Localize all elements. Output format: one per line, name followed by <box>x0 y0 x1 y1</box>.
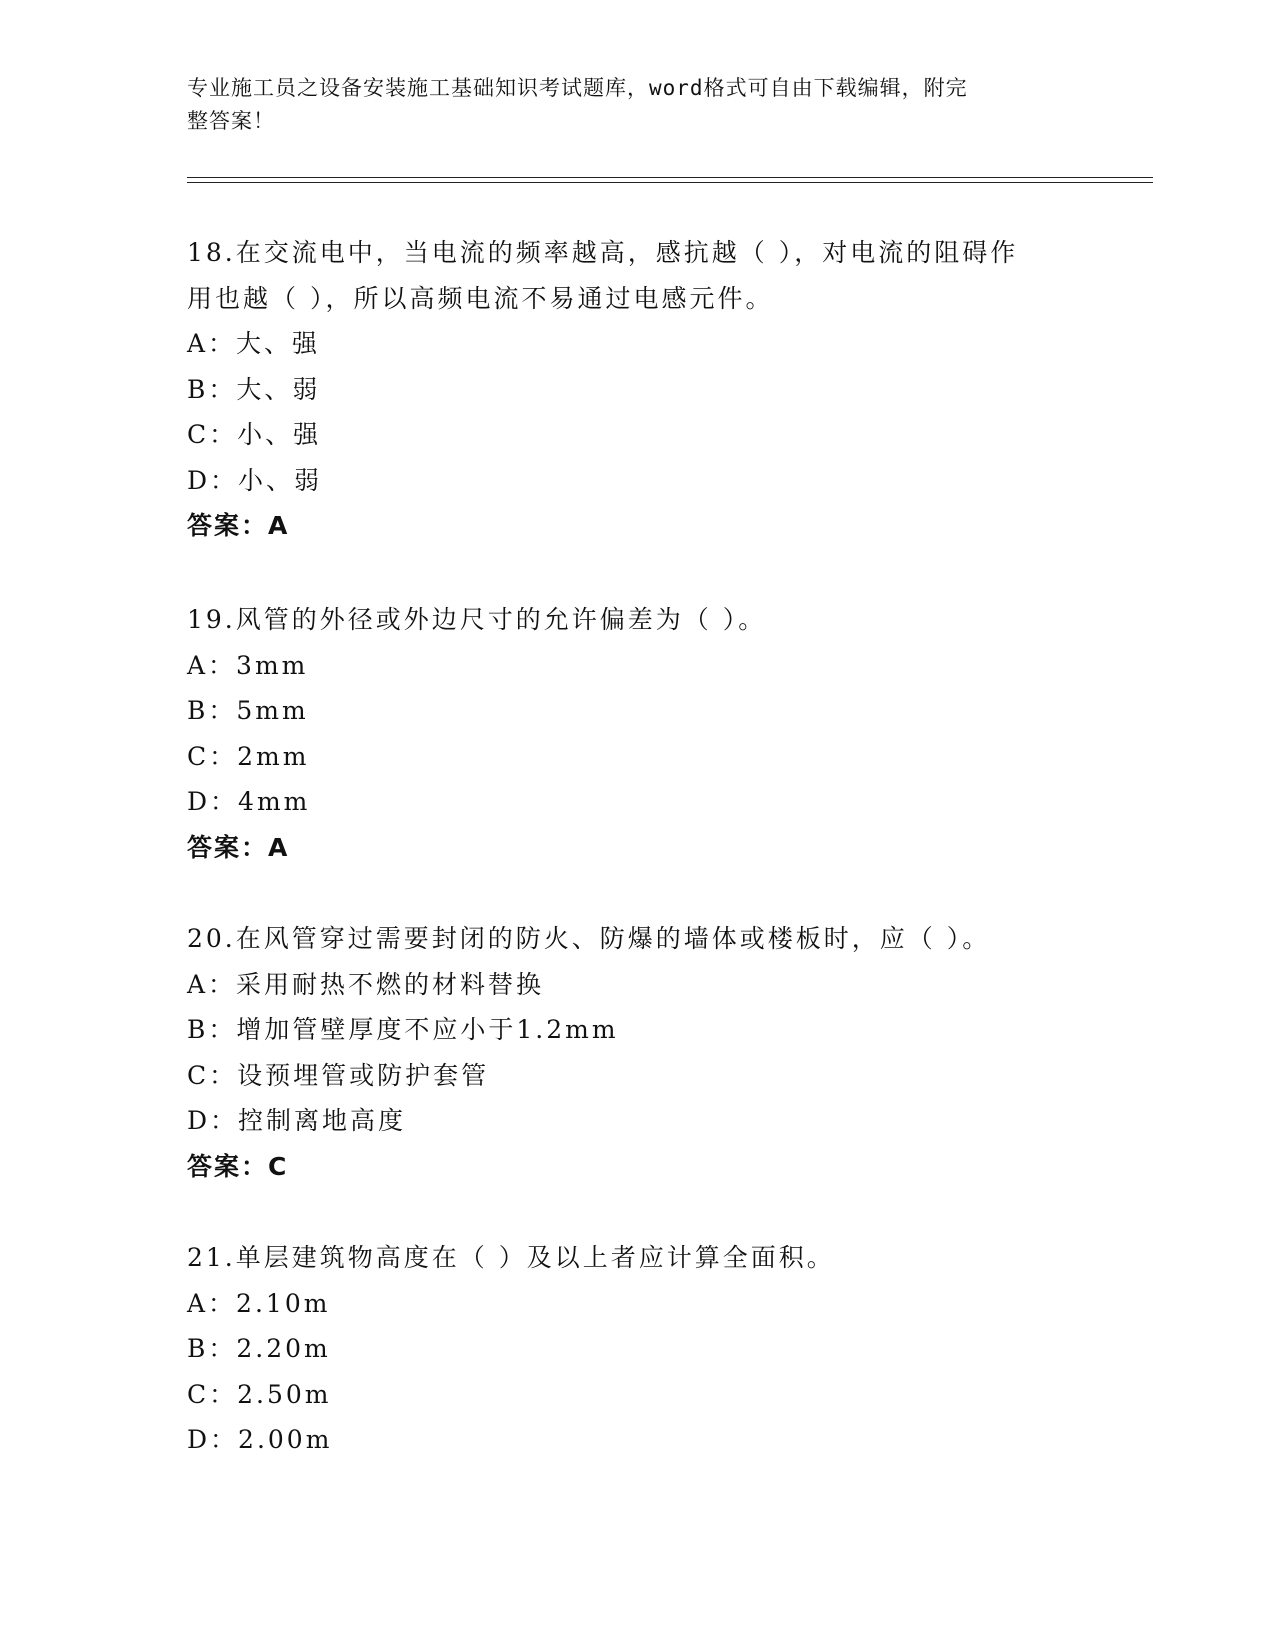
document-header <box>187 72 1067 138</box>
option-a: A：大、强 <box>187 329 321 358</box>
option-a: A：2.10m <box>187 1288 331 1318</box>
answer: 答案：A <box>187 832 290 862</box>
question-19 <box>187 597 1087 870</box>
option-c: C：小、强 <box>187 420 322 449</box>
option-b: B：2.20m <box>187 1334 331 1363</box>
answer: 答案：C <box>187 1151 289 1181</box>
header-divider-top <box>187 177 1153 178</box>
question-18 <box>187 230 1087 549</box>
header-line-1: 专业施工员之设备安装施工基础知识考试题库，word格式可自由下载编辑，附完 <box>187 76 968 100</box>
header-line-2: 整答案！ <box>187 109 275 133</box>
question-stem: 21.单层建筑物高度在（ ）及以上者应计算全面积。 <box>187 1243 835 1272</box>
option-d: D：小、弱 <box>187 465 323 495</box>
option-b: B：大、弱 <box>187 374 321 404</box>
option-d: D：控制离地高度 <box>187 1106 407 1135</box>
question-stem: 用也越（ ），所以高频电流不易通过电感元件。 <box>187 283 774 313</box>
option-c: C：2mm <box>187 741 310 771</box>
header-divider-bottom <box>187 182 1153 183</box>
option-a: A：采用耐热不燃的材料替换 <box>187 969 545 999</box>
option-c: C：2.50m <box>187 1379 332 1409</box>
option-a: A：3mm <box>187 650 309 680</box>
question-20 <box>187 916 1087 1189</box>
question-stem: 19.风管的外径或外边尺寸的允许偏差为（ ）。 <box>187 605 767 634</box>
option-b: B：5mm <box>187 696 309 725</box>
question-stem: 18.在交流电中，当电流的频率越高，感抗越（ ），对电流的阻碍作 <box>187 238 1019 267</box>
option-b: B：增加管壁厚度不应小于1.2mm <box>187 1015 619 1044</box>
answer: 答案：A <box>187 511 290 540</box>
option-d: D：4mm <box>187 787 311 816</box>
question-21 <box>187 1235 1087 1463</box>
question-stem: 20.在风管穿过需要封闭的防火、防爆的墙体或楼板时，应（ ）。 <box>187 924 991 953</box>
option-c: C：设预埋管或防护套管 <box>187 1060 490 1090</box>
option-d: D：2.00m <box>187 1425 333 1454</box>
